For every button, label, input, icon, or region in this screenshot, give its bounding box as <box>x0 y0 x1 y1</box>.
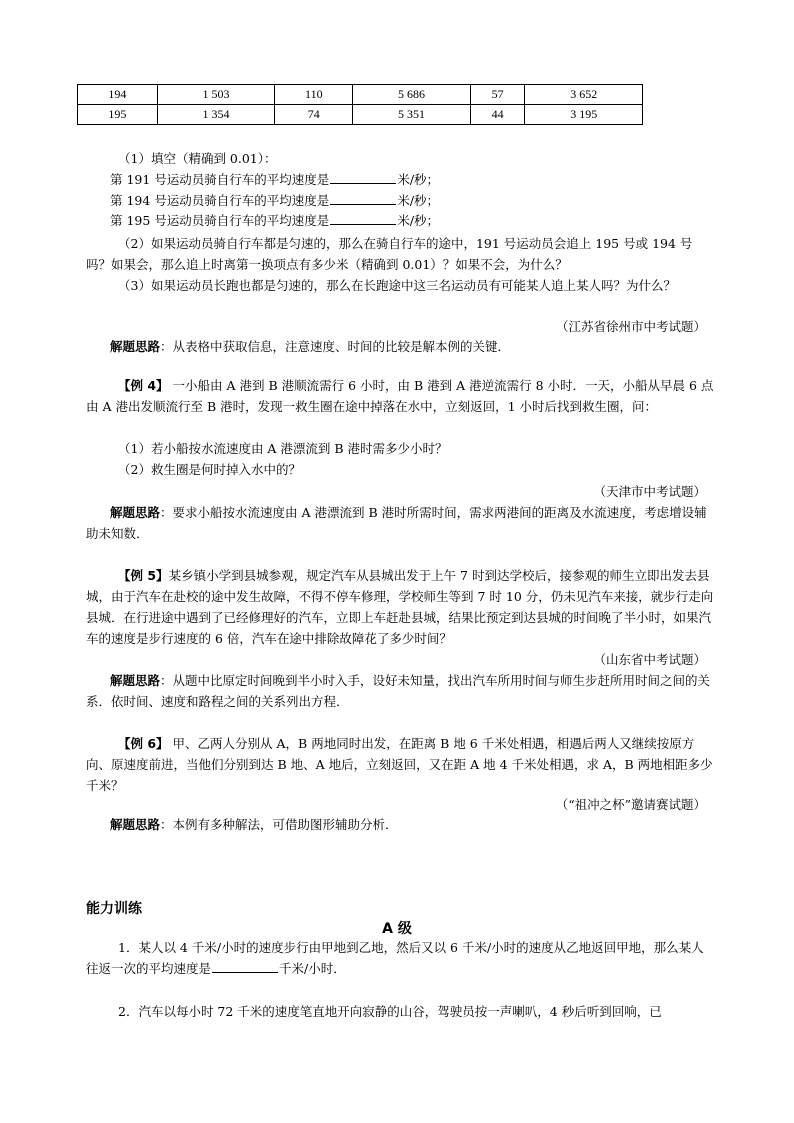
part1-label: （1）填空（精确到 0.01）： <box>118 151 277 166</box>
table-row <box>78 105 643 125</box>
hint-6: 解题思路：本例有多种解法，可借助图形辅助分析． <box>110 817 398 832</box>
results-table <box>77 84 643 125</box>
hint-4: 解题思路：要求小船按水流速度由 A 港漂流到 B 港时所需时间，需求两港间的距离及水流速度，考虑增设辅助未知数． <box>86 505 707 541</box>
fill-line-194: 第 194 号运动员骑自行车的平均速度是 米/秒； <box>110 193 440 208</box>
example-4-q2: （2）救生圈是何时掉入水中的？ <box>118 462 301 477</box>
fill-line-191: 第 191 号运动员骑自行车的平均速度是 米/秒； <box>110 172 440 187</box>
table-cell: 57 <box>470 85 525 105</box>
training-problem-2: 2．汽车以每小时 72 千米的速度笔直地开向寂静的山谷，驾驶员按一声喇叭，4 秒后听到回响，已 <box>118 1004 662 1019</box>
part2-question: （2）如果运动员骑自行车都是匀速的，那么在骑自行车的途中，191 号运动员会追上 195 号或 194 号吗？如果会，那么追上时离第一换项点有多少米（精确到 0.01）？如果不会，为什么？ <box>86 236 693 272</box>
answer-blank-194[interactable] <box>330 192 396 205</box>
example-4-q1: （1）若小船按水流速度由 A 港漂流到 B 港时需多少小时？ <box>118 441 448 456</box>
source-zuchongzhi: （“祖冲之杯”邀请赛试题） <box>555 797 706 812</box>
example-6-body: 【例 6】 甲、乙两人分别从 A，B 两地同时出发，在距离 B 地 6 千米处相遇，相遇后两人又继续按原方向、原速度前进，当他们分别到达 B 地、A 地后，立刻返回，又在距 A 地 4 千米处相遇，求 A，B 两地相距多少千米？ <box>86 736 713 793</box>
example-4-body: 【例 4】 一小船由 A 港到 B 港顺流需行 6 小时，由 B 港到 A 港逆流需行 8 小时．一天，小船从早晨 6 点由 A 港出发顺流行至 B 港时，发现一救生圈在途中掉落在水中，立刻返回，1 小时后找到救生圈，问： <box>86 378 714 414</box>
example-5-body: 【例 5】某乡镇小学到县城参观，规定汽车从县城出发于上午 7 时到达学校后，接参观的师生立即出发去县城，由于汽车在赴校的途中发生故障，不得不停车修理，学校师生等到 7 时 10 分，仍未见汽车来接，就步行走向县城．在行进途中遇到了已经修理好的汽车，立即上车赶赴县城，结果比预定到达县城的时间晚了半小时，如果汽车的速度是步行速度的 6 倍，汽车在途中排除故障花了多少时间？ <box>86 568 714 646</box>
table-cell: 110 <box>275 85 353 105</box>
table-cell: 44 <box>470 105 525 125</box>
answer-blank-avg-speed[interactable] <box>212 960 278 973</box>
source-xuzhou: （江苏省徐州市中考试题） <box>555 319 706 334</box>
table-cell: 74 <box>275 105 353 125</box>
fill-line-195: 第 195 号运动员骑自行车的平均速度是 米/秒； <box>110 213 440 228</box>
table-cell: 5 686 <box>353 85 471 105</box>
table-cell: 1 503 <box>157 85 275 105</box>
table-cell: 3 652 <box>525 85 643 105</box>
answer-blank-195[interactable] <box>330 212 396 225</box>
level-heading: A 级 <box>382 921 412 937</box>
hint-1: 解题思路：从表格中获取信息，注意速度、时间的比较是解本例的关键． <box>110 339 511 354</box>
training-problem-1: 1．某人以 4 千米/小时的速度步行由甲地到乙地，然后又以 6 千米/小时的速度从乙地返回甲地，那么某人往返一次的平均速度是 千米/小时． <box>86 940 704 976</box>
source-shandong: （山东省中考试题） <box>593 652 706 667</box>
table-cell: 194 <box>78 85 158 105</box>
table-cell: 195 <box>78 105 158 125</box>
table-cell: 5 351 <box>353 105 471 125</box>
section-title: 能力训练 <box>86 901 142 917</box>
source-tianjin: （天津市中考试题） <box>593 484 706 499</box>
table-cell: 3 195 <box>525 105 643 125</box>
table-cell: 1 354 <box>157 105 275 125</box>
hint-5: 解题思路：从题中比原定时间晚到半小时入手，设好未知量，找出汽车所用时间与师生步赶所用时间之间的关系．依时间、速度和路程之间的关系列出方程． <box>86 673 711 709</box>
answer-blank-191[interactable] <box>330 171 396 184</box>
part3-question: （3）如果运动员长跑也都是匀速的，那么在长跑途中这三名运动员有可能某人追上某人吗？为什么？ <box>118 278 676 293</box>
table-row <box>78 85 643 105</box>
